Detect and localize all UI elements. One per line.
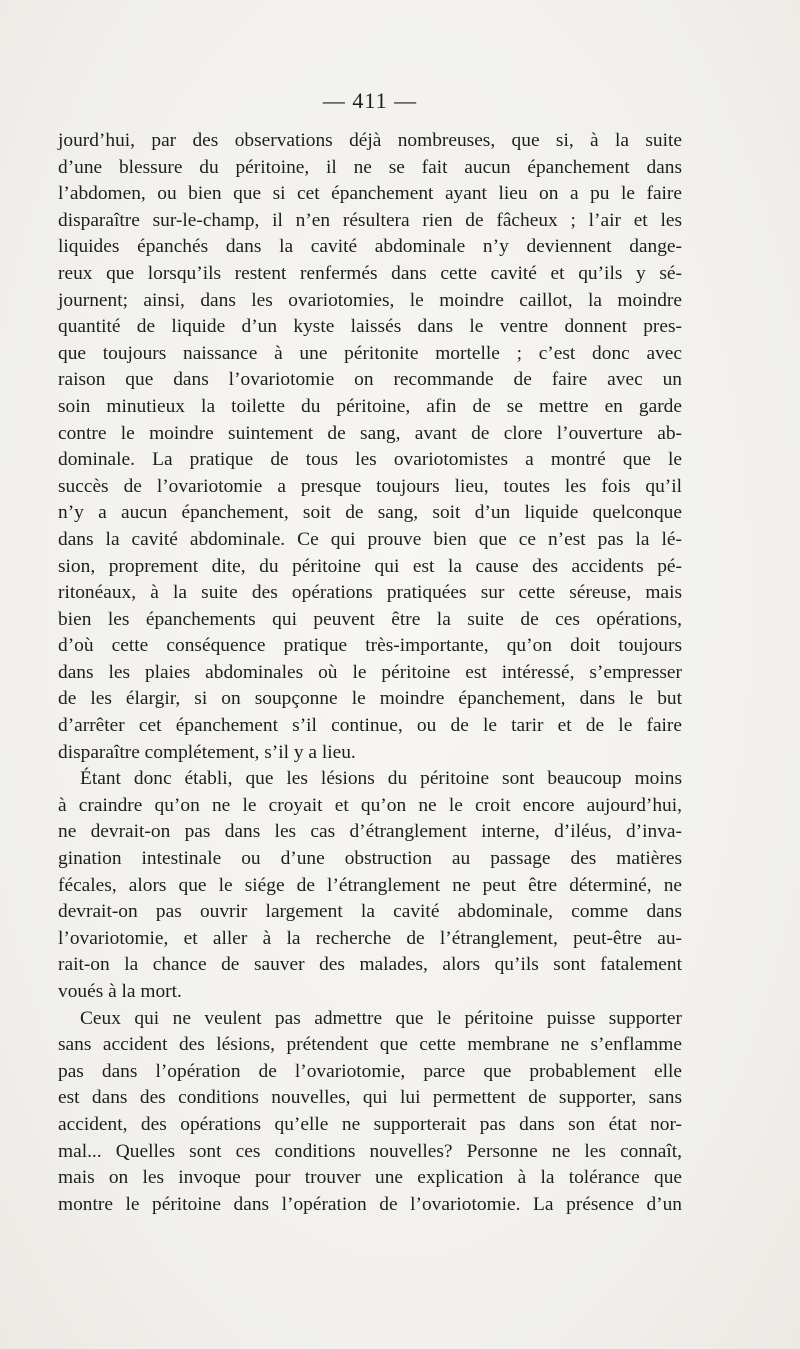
text-line: devrait-on pas ouvrir largement la cavité abdominale, comme dans — [58, 901, 682, 923]
text-line: liquides épanchés dans la cavité abdominale n’y deviennent dange- — [58, 236, 682, 258]
text-line: mais on les invoque pour trouver une explication à la tolérance que — [58, 1167, 682, 1189]
text-line: mal... Quelles sont ces conditions nouvelles? Personne ne les connaît, — [58, 1140, 682, 1162]
text-line: pas dans l’opération de l’ovariotomie, parce que probablement elle — [58, 1060, 682, 1082]
text-line: dominale. La pratique de tous les ovariotomistes a montré que le — [58, 449, 682, 471]
text-line: est dans des conditions nouvelles, qui lui permettent de supporter, sans — [58, 1087, 682, 1109]
text-line: jourd’hui, par des observations déjà nombreuses, que si, à la suite — [58, 130, 682, 151]
text-line: n’y a aucun épanchement, soit de sang, soit d’un liquide quelconque — [58, 502, 682, 524]
text-line: accident, des opérations qu’elle ne supporterait pas dans son état nor- — [58, 1113, 682, 1135]
text-line: disparaître complétement, s’il y a lieu. — [58, 741, 356, 763]
text-line: d’où cette conséquence pratique très-importante, qu’on doit toujours — [58, 635, 682, 657]
text-line: que toujours naissance à une péritonite mortelle ; c’est donc avec — [58, 342, 682, 364]
text-line: fécales, alors que le siége de l’étranglement ne peut être déterminé, ne — [58, 874, 682, 896]
text-line: raison que dans l’ovariotomie on recommande de faire avec un — [58, 369, 682, 391]
text-line: reux que lorsqu’ils restent renfermés dans cette cavité et qu’ils y sé- — [58, 262, 682, 284]
text-line: journent; ainsi, dans les ovariotomies, le moindre caillot, la moindre — [58, 289, 682, 311]
text-line: l’abdomen, ou bien que si cet épanchement ayant lieu on a pu le faire — [58, 183, 682, 205]
text-line: Étant donc établi, que les lésions du péritoine sont beaucoup moins — [80, 768, 682, 790]
text-line: l’ovariotomie, et aller à la recherche de l’étranglement, peut-être au- — [58, 927, 682, 949]
text-line: d’une blessure du péritoine, il ne se fait aucun épanchement dans — [58, 156, 682, 178]
text-line: Ceux qui ne veulent pas admettre que le péritoine puisse supporter — [80, 1007, 682, 1029]
text-line: succès de l’ovariotomie a presque toujours lieu, toutes les fois qu’il — [58, 475, 682, 497]
page-number: — 411 — — [322, 88, 418, 113]
body-text — [58, 128, 682, 1218]
text-line: sion, proprement dite, du péritoine qui est la cause des accidents pé- — [58, 555, 682, 577]
text-line: quantité de liquide d’un kyste laissés dans le ventre donnent pres- — [58, 316, 682, 338]
text-line: ne devrait-on pas dans les cas d’étranglement interne, d’iléus, d’inva- — [58, 821, 682, 843]
text-line: à craindre qu’on ne le croyait et qu’on ne le croit encore aujourd’hui, — [58, 794, 682, 816]
text-line: rait-on la chance de sauver des malades, alors qu’ils sont fatalement — [58, 954, 682, 976]
text-line: gination intestinale ou d’une obstruction au passage des matières — [58, 848, 682, 870]
text-line: voués à la mort. — [58, 981, 182, 1002]
text-line: disparaître sur-le-champ, il n’en résultera rien de fâcheux ; l’air et les — [58, 209, 682, 231]
text-line: contre le moindre suintement de sang, avant de clore l’ouverture ab- — [58, 422, 682, 444]
text-line: d’arrêter cet épanchement s’il continue, ou de le tarir et de le faire — [58, 715, 682, 737]
text-line: bien les épanchements qui peuvent être la suite de ces opérations, — [58, 608, 682, 630]
text-line: ritonéaux, à la suite des opérations pratiquées sur cette séreuse, mais — [58, 582, 682, 604]
text-line: montre le péritoine dans l’opération de l’ovariotomie. La présence d’un — [58, 1193, 682, 1215]
text-line: soin minutieux la toilette du péritoine, afin de se mettre en garde — [58, 395, 682, 417]
text-line: dans la cavité abdominale. Ce qui prouve bien que ce n’est pas la lé- — [58, 528, 682, 550]
text-line: sans accident des lésions, prétendent que cette membrane ne s’enflamme — [58, 1034, 682, 1056]
text-line: de les élargir, si on soupçonne le moindre épanchement, dans le but — [58, 688, 682, 710]
text-line: dans les plaies abdominales où le péritoine est intéressé, s’empresser — [58, 661, 682, 683]
